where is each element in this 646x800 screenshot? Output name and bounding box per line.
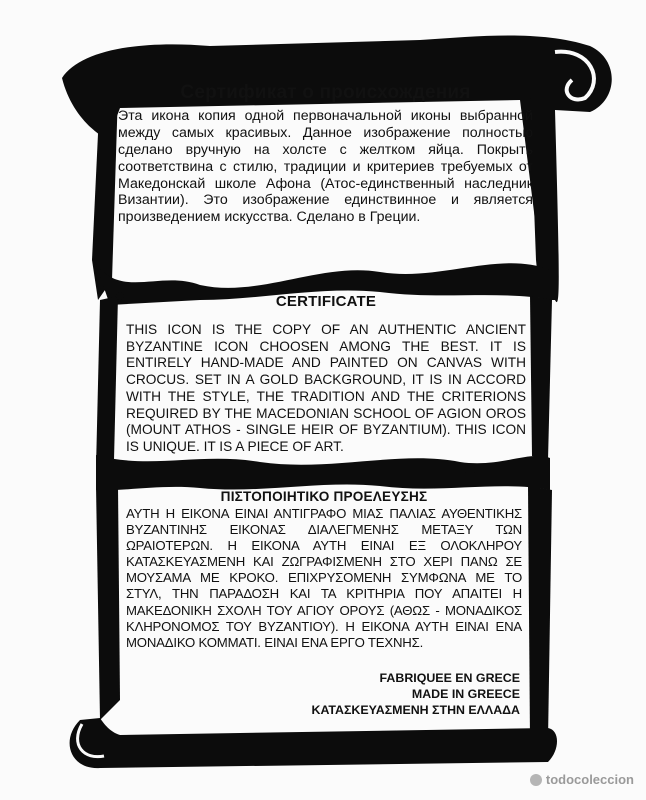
- russian-title: Сертификат о происхождения: [180, 82, 471, 103]
- todocoleccion-logo-icon: [530, 774, 542, 786]
- english-title: CERTIFICATE: [275, 293, 377, 310]
- greek-text: ΑΥΤΗ Η ΕΙΚΟΝΑ ΕΙΝΑΙ ΑΝΤΙΓΡΑΦΟ ΜΙΑΣ ΠΑΛΙΑΣ ΑΥΘΕΝΤΙΚΗΣ ΒΥΖΑΝΤΙΝΗΣ ΕΙΚΟΝΑΣ ΔΙΑΛΕΓΜΕΝΗΣ ΜΕΤΑΞΥ ΤΩΝ ΩΡΑΙΟΤΕΡΩΝ. Η ΕΙΚΟΝΑ ΑΥΤΗ ΕΙΝΑΙ ΕΞ ΟΛΟΚΛΗΡΟΥ ΚΑΤΑΣΚΕΥΑΣΜΕΝΗ ΚΑΙ ΖΩΓΡΑΦΙΣΜΕΝΗ ΣΤΟ ΧΕΡΙ ΠΑΝΩ ΣΕ ΜΟΥΣΑΜΑ ΜΕ ΚΡΟΚΟ. ΕΠΙΧΡΥΣΟΜΕΝΗ ΣΥΜΦΩΝΑ ΜΕ ΤΟ ΣΤΥΛ, ΤΗΝ ΠΑΡΑΔΟΣΗ ΚΑΙ ΤΑ ΚΡΙΤΗΡΙΑ ΠΟΥ ΑΠΑΙΤΕΙ Η ΜΑΚΕΔΟΝΙΚΗ ΣΧΟΛΗ ΤΟΥ ΑΓΙΟΥ ΟΡΟΥΣ (ΑΘΩΣ - ΜΟΝΑΔΙΚΟΣ ΚΛΗΡΟΝΟΜΟΣ ΤΟΥ ΒΥΖΑΝΤΙΟΥ). Η ΕΙΚΟΝΑ ΑΥΤΗ ΕΙΝΑΙ ΕΝΑ ΜΟΝΑΔΙΚΟ ΚΟΜΜΑΤΙ. ΕΙΝΑΙ ΕΝΑ ΕΡΓΟ ΤΕΧΝΗΣ.: [126, 506, 522, 650]
- greek-title: ΠΙΣΤΟΠΟΙΗΤΙΚΟ ΠΡΟΕΛΕΥΣΗΣ: [220, 489, 428, 504]
- watermark: [530, 772, 634, 787]
- greek-certificate: [126, 489, 522, 651]
- made-in-english: MADE IN GREECE: [411, 687, 520, 702]
- made-in-french: FABRIQUEE EN GRECE: [379, 671, 520, 685]
- watermark-text: todocoleccion: [545, 772, 634, 787]
- made-in-greek: ΚΑΤΑΣΚΕΥΑΣΜΕΝΗ ΣΤΗΝ ΕΛΛΑΔΑ: [311, 703, 520, 718]
- english-certificate: [126, 293, 526, 456]
- scroll-bottom-roll: [70, 718, 557, 768]
- english-text: THIS ICON IS THE COPY OF AN AUTHENTIC ANCIENT BYZANTINE ICON CHOOSEN AMONG THE BEST. IT IS ENTIRELY HAND-MADE AND PAINTED ON CANVAS WITH CROCUS. SET IN A GOLD BACKGROUND, IT IS IN ACCORD WITH THE STYLE, THE TRADITION AND THE CRITERIONS REQUIRED BY THE MACEDONIAN SCHOOL OF AGION OROS (MOUNT ATHOS - SINGLE HEIR OF BYZANTIUM). THIS ICON IS UNIQUE. IT IS A PIECE OF ART.: [126, 322, 526, 454]
- russian-text: Эта икона копия одной первоначальной иконы выбранной между самых красивых. Данное изображение полностью сделано вручную на холсте с желтком яйца. Покрыть соответствина с стилю, традиции и критериев требуемых от Македонскай школе Афона (Атос-единственный наследник Византии). Это изображение единствинное и является произведением искусства. Сделано в Греции.: [118, 108, 533, 226]
- made-in-block: [312, 670, 521, 718]
- russian-certificate: [118, 82, 533, 226]
